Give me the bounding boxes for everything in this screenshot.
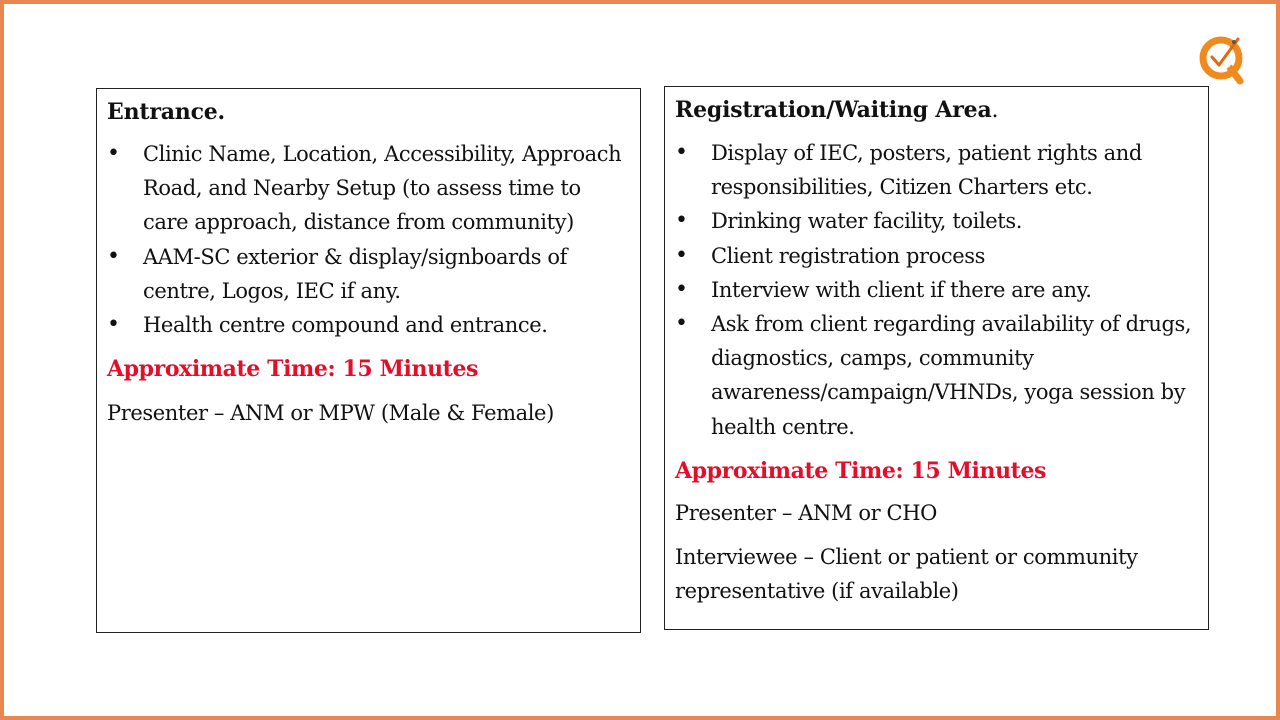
list-item: • Drinking water facility, toilets. <box>675 204 1198 238</box>
list-item: • Ask from client regarding availability of drugs, diagnostics, camps, community awareness/campaign/VHNDs, yoga session by health centre. <box>675 307 1198 444</box>
registration-list <box>675 136 1198 444</box>
entrance-list <box>107 137 630 342</box>
list-item: • AAM-SC exterior & display/signboards of centre, Logos, IEC if any. <box>107 240 630 308</box>
list-item: • Clinic Name, Location, Accessibility, Approach Road, and Nearby Setup (to assess time to care approach, distance from community) <box>107 137 630 240</box>
list-item: • Interview with client if there are any. <box>675 273 1198 307</box>
registration-panel <box>664 86 1209 630</box>
registration-heading-text: Registration/Waiting Area <box>675 97 992 123</box>
registration-interviewee: Interviewee – Client or patient or community representative (if available) <box>675 544 1138 603</box>
entrance-approx-time: Approximate Time: 15 Minutes <box>107 356 479 383</box>
registration-presenter: Presenter – ANM or CHO <box>675 500 937 525</box>
list-item: • Display of IEC, posters, patient rights and responsibilities, Citizen Charters etc. <box>675 136 1198 204</box>
registration-approx-time: Approximate Time: 15 Minutes <box>675 457 1047 484</box>
entrance-panel <box>96 88 641 633</box>
list-item: • Client registration process <box>675 239 1198 273</box>
list-item: • Health centre compound and entrance. <box>107 308 630 342</box>
entrance-presenter: Presenter – ANM or MPW (Male & Female) <box>107 401 554 426</box>
registration-heading-dot: . <box>991 98 999 123</box>
entrance-heading: Entrance. <box>107 99 226 125</box>
registration-heading <box>675 95 1198 126</box>
q-checkmark-logo-icon <box>1198 33 1248 85</box>
